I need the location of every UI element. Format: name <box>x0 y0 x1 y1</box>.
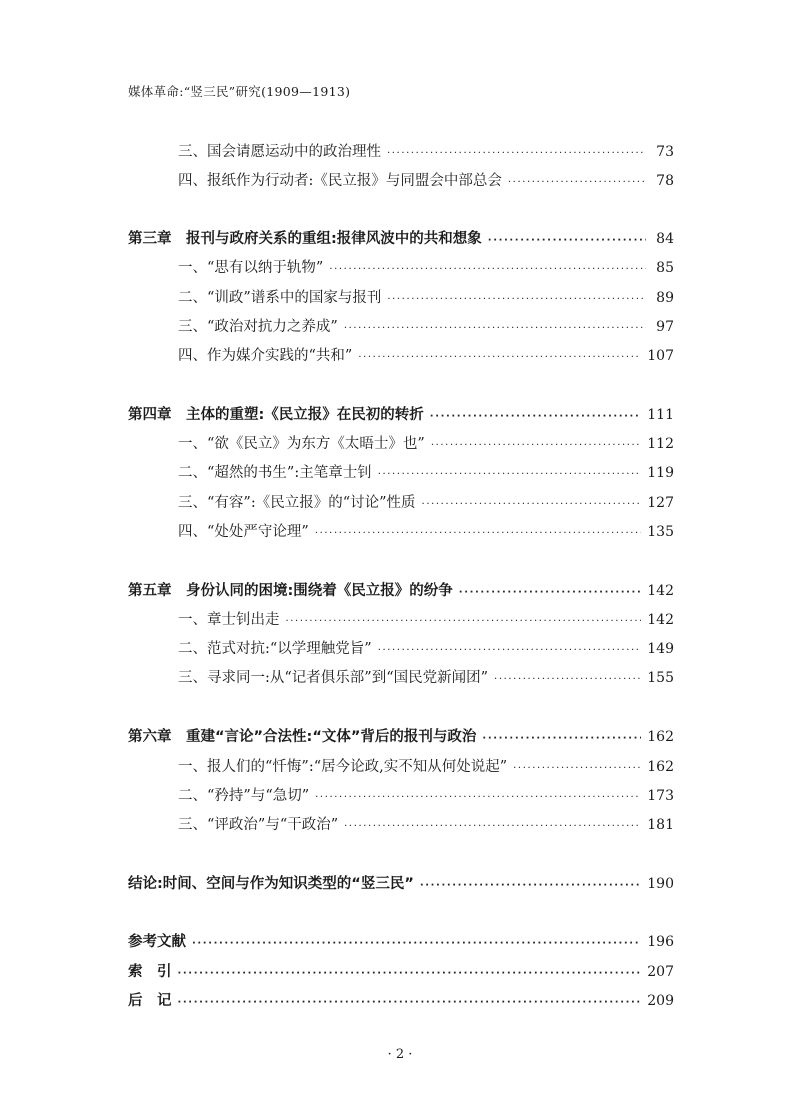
toc-entry-title: 一、“思有以纳于轨物” <box>178 260 324 276</box>
toc-entry[interactable] <box>178 520 674 542</box>
dot-leader <box>420 880 641 891</box>
toc-chapter[interactable] <box>128 960 674 982</box>
toc-entry-page: 85 <box>656 260 674 276</box>
toc-entry[interactable] <box>178 608 674 630</box>
dot-leader <box>344 821 641 832</box>
dot-leader <box>508 177 646 188</box>
toc-entry[interactable] <box>178 169 674 191</box>
toc-entry-title: 三、“评政治”与“干政治” <box>178 817 339 833</box>
dot-leader <box>286 616 642 627</box>
toc-entry[interactable] <box>178 432 674 454</box>
toc-chapter-title: 参考文献 <box>128 934 186 950</box>
toc-chapter-title: 第四章 主体的重塑:《民立报》在民初的转折 <box>128 407 424 423</box>
toc-entry-page: 142 <box>647 612 674 628</box>
toc-chapter-page: 209 <box>647 993 674 1009</box>
toc-entry-page: 97 <box>656 319 674 335</box>
toc-chapter-page: 196 <box>647 934 674 950</box>
toc-entry-page: 181 <box>647 817 674 833</box>
running-header: 媒体革命:“竖三民”研究(1909—1913) <box>128 84 351 99</box>
toc-chapter-title: 第五章 身份认同的困境:围绕着《民立报》的纷争 <box>128 583 453 599</box>
toc-entry[interactable] <box>178 461 674 483</box>
toc-entry-title: 四、“处处严守论理” <box>178 524 309 540</box>
toc-entry-title: 三、“有容”:《民立报》的“讨论”性质 <box>178 495 416 511</box>
toc-entry-page: 107 <box>647 348 674 364</box>
dot-leader <box>387 294 646 305</box>
toc-entry[interactable] <box>178 140 674 162</box>
dot-leader <box>387 148 646 159</box>
toc-entry[interactable] <box>178 666 674 688</box>
toc-chapter[interactable] <box>128 227 674 249</box>
dot-leader <box>430 411 641 422</box>
toc-entry-page: 127 <box>647 495 674 511</box>
toc-entry-title: 一、报人们的“忏悔”:“居今论政,实不知从何处说起” <box>178 759 508 775</box>
toc-chapter-title: 第六章 重建“言论”合法性:“文体”背后的报刊与政治 <box>128 729 477 745</box>
toc-entry-title: 一、章士钊出走 <box>178 612 280 628</box>
dot-leader <box>422 499 642 510</box>
dot-leader <box>344 323 646 334</box>
toc-entry-title: 三、寻求同一:从“记者俱乐部”到“国民党新闻团” <box>178 670 489 686</box>
toc-entry-title: 一、“欲《民立》为东方《太晤士》也” <box>178 436 425 452</box>
dot-leader <box>459 587 641 598</box>
toc-chapter[interactable] <box>128 403 674 425</box>
toc-entry[interactable] <box>178 286 674 308</box>
toc-entry-title: 二、范式对抗:“以学理触党旨” <box>178 641 372 657</box>
toc-entry[interactable] <box>178 755 674 777</box>
dot-leader <box>431 440 641 451</box>
dot-leader <box>315 792 641 803</box>
toc-entry[interactable] <box>178 784 674 806</box>
toc-chapter[interactable] <box>128 930 674 952</box>
toc-chapter-page: 162 <box>647 729 674 745</box>
toc-entry-page: 155 <box>647 670 674 686</box>
toc-chapter[interactable] <box>128 725 674 747</box>
dot-leader <box>378 645 642 656</box>
dot-leader <box>358 352 641 363</box>
toc-entry-title: 二、“矜持”与“急切” <box>178 788 310 804</box>
dot-leader <box>488 235 646 246</box>
toc-entry-page: 135 <box>647 524 674 540</box>
toc-entry-page: 149 <box>647 641 674 657</box>
toc-entry-title: 三、国会请愿运动中的政治理性 <box>178 144 381 160</box>
toc-chapter-page: 84 <box>656 231 674 247</box>
toc-entry-title: 四、报纸作为行动者:《民立报》与同盟会中部总会 <box>178 173 502 189</box>
toc-entry-title: 四、作为媒介实践的“共和” <box>178 348 353 364</box>
toc-chapter-page: 207 <box>647 964 674 980</box>
dot-leader <box>178 997 642 1008</box>
toc-entry-title: 二、“训政”谱系中的国家与报刊 <box>178 290 382 306</box>
toc-chapter[interactable] <box>128 872 674 894</box>
toc-chapter-page: 190 <box>647 876 674 892</box>
toc-chapter[interactable] <box>128 579 674 601</box>
toc-chapter-page: 111 <box>647 407 674 423</box>
toc-entry[interactable] <box>178 256 674 278</box>
toc-chapter-title: 结论:时间、空间与作为知识类型的“竖三民” <box>128 876 414 892</box>
toc-entry[interactable] <box>178 315 674 337</box>
toc-entry-page: 73 <box>656 144 674 160</box>
toc-entry-page: 173 <box>647 788 674 804</box>
toc-chapter-page: 142 <box>647 583 674 599</box>
dot-leader <box>192 938 641 949</box>
toc-entry-page: 112 <box>647 436 674 452</box>
toc-entry[interactable] <box>178 813 674 835</box>
toc-chapter-title: 后 记 <box>128 993 172 1009</box>
toc-entry[interactable] <box>178 637 674 659</box>
dot-leader <box>178 968 642 979</box>
toc-entry[interactable] <box>178 344 674 366</box>
toc-entry[interactable] <box>178 491 674 513</box>
toc-chapter-title: 第三章 报刊与政府关系的重组:报律风波中的共和想象 <box>128 231 482 247</box>
dot-leader <box>378 469 642 480</box>
toc-entry-page: 119 <box>647 465 674 481</box>
toc-entry-page: 162 <box>647 759 674 775</box>
dot-leader <box>494 674 641 685</box>
toc-entry-page: 78 <box>656 173 674 189</box>
toc-chapter[interactable] <box>128 989 674 1011</box>
toc-entry-title: 二、“超然的书生”:主笔章士钊 <box>178 465 372 481</box>
dot-leader <box>315 528 641 539</box>
toc-chapter-title: 索 引 <box>128 964 172 980</box>
toc-entry-title: 三、“政治对抗力之养成” <box>178 319 338 335</box>
page-number: · 2 · <box>387 1047 413 1062</box>
toc-entry-page: 89 <box>656 290 674 306</box>
dot-leader <box>329 264 646 275</box>
dot-leader <box>482 733 641 744</box>
dot-leader <box>513 763 641 774</box>
